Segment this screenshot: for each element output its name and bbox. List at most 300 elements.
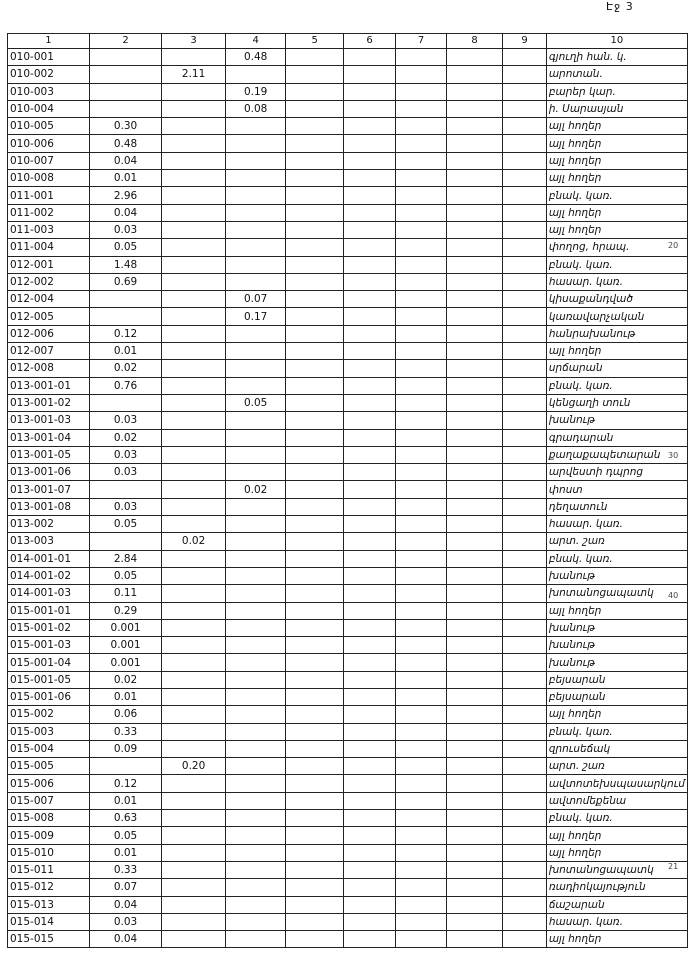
- empty-cell: [446, 446, 502, 463]
- empty-cell: [343, 671, 395, 688]
- empty-cell: [343, 740, 395, 757]
- area-col3-cell: [162, 637, 226, 654]
- area-col2-cell: [89, 291, 162, 308]
- area-col4-cell: [225, 688, 286, 705]
- empty-cell: [446, 360, 502, 377]
- land-use-cell: բնակ. կառ.: [546, 187, 687, 204]
- column-header: 3: [162, 34, 226, 49]
- table-row: [8, 83, 688, 100]
- empty-cell: [503, 913, 547, 930]
- table-row: [8, 66, 688, 83]
- land-use-cell: հասար. կառ.: [546, 273, 687, 290]
- empty-cell: [396, 308, 447, 325]
- area-col2-cell: 0.05: [89, 827, 162, 844]
- area-col3-cell: [162, 671, 226, 688]
- empty-cell: [396, 273, 447, 290]
- table-row: [8, 325, 688, 342]
- land-use-cell: քաղաքապետարան: [546, 446, 687, 463]
- empty-cell: [446, 792, 502, 809]
- area-col4-cell: [225, 325, 286, 342]
- table-row: [8, 671, 688, 688]
- empty-cell: [396, 775, 447, 792]
- empty-cell: [286, 343, 343, 360]
- area-col4-cell: [225, 412, 286, 429]
- empty-cell: [446, 377, 502, 394]
- empty-cell: [446, 204, 502, 221]
- parcel-code-cell: 015-003: [8, 723, 90, 740]
- empty-cell: [286, 118, 343, 135]
- area-col2-cell: [89, 100, 162, 117]
- area-col3-cell: [162, 325, 226, 342]
- area-col3-cell: [162, 204, 226, 221]
- empty-cell: [446, 619, 502, 636]
- empty-cell: [286, 100, 343, 117]
- area-col3-cell: [162, 879, 226, 896]
- parcel-code-cell: 013-001-05: [8, 446, 90, 463]
- table-row: [8, 308, 688, 325]
- area-col4-cell: [225, 221, 286, 238]
- land-use-cell: խանութ: [546, 619, 687, 636]
- empty-cell: [503, 844, 547, 861]
- parcel-code-cell: 015-008: [8, 810, 90, 827]
- empty-cell: [503, 291, 547, 308]
- area-col2-cell: [89, 394, 162, 411]
- empty-cell: [503, 481, 547, 498]
- empty-cell: [343, 931, 395, 948]
- table-row: [8, 152, 688, 169]
- area-col2-cell: 0.12: [89, 325, 162, 342]
- land-use-cell: այլ հողեր: [546, 602, 687, 619]
- table-row: [8, 377, 688, 394]
- empty-cell: [343, 602, 395, 619]
- empty-cell: [343, 325, 395, 342]
- empty-cell: [446, 498, 502, 515]
- empty-cell: [503, 688, 547, 705]
- empty-cell: [446, 239, 502, 256]
- area-col3-cell: [162, 740, 226, 757]
- empty-cell: [286, 377, 343, 394]
- area-col4-cell: [225, 792, 286, 809]
- empty-cell: [396, 913, 447, 930]
- land-use-cell: սրճարան: [546, 360, 687, 377]
- empty-cell: [503, 49, 547, 66]
- empty-cell: [396, 170, 447, 187]
- land-use-cell: բարեր կար.: [546, 83, 687, 100]
- empty-cell: [446, 706, 502, 723]
- area-col2-cell: 0.03: [89, 221, 162, 238]
- parcel-code-cell: 010-007: [8, 152, 90, 169]
- empty-cell: [286, 325, 343, 342]
- empty-cell: [343, 152, 395, 169]
- empty-cell: [503, 810, 547, 827]
- area-col3-cell: [162, 135, 226, 152]
- empty-cell: [446, 394, 502, 411]
- table-row: [8, 135, 688, 152]
- empty-cell: [396, 49, 447, 66]
- table-row: [8, 239, 688, 256]
- empty-cell: [396, 498, 447, 515]
- parcel-code-cell: 015-012: [8, 879, 90, 896]
- area-col3-cell: [162, 861, 226, 878]
- empty-cell: [446, 758, 502, 775]
- land-use-cell: այլ հողեր: [546, 135, 687, 152]
- area-col4-cell: 0.17: [225, 308, 286, 325]
- empty-cell: [503, 879, 547, 896]
- empty-cell: [446, 931, 502, 948]
- empty-cell: [446, 66, 502, 83]
- empty-cell: [343, 446, 395, 463]
- empty-cell: [286, 619, 343, 636]
- empty-cell: [286, 239, 343, 256]
- parcel-code-cell: 012-004: [8, 291, 90, 308]
- empty-cell: [343, 291, 395, 308]
- empty-cell: [286, 308, 343, 325]
- empty-cell: [503, 239, 547, 256]
- area-col3-cell: [162, 844, 226, 861]
- area-col3-cell: [162, 931, 226, 948]
- area-col2-cell: 0.04: [89, 931, 162, 948]
- area-col2-cell: 2.96: [89, 187, 162, 204]
- table-row: [8, 913, 688, 930]
- area-col3-cell: [162, 100, 226, 117]
- empty-cell: [446, 118, 502, 135]
- area-col4-cell: [225, 585, 286, 602]
- table-row: [8, 879, 688, 896]
- area-col4-cell: [225, 879, 286, 896]
- empty-cell: [503, 343, 547, 360]
- area-col2-cell: 0.11: [89, 585, 162, 602]
- empty-cell: [503, 602, 547, 619]
- area-col4-cell: [225, 758, 286, 775]
- empty-cell: [286, 83, 343, 100]
- land-use-cell: բեյսարան: [546, 688, 687, 705]
- table-row: [8, 343, 688, 360]
- empty-cell: [286, 585, 343, 602]
- empty-cell: [503, 325, 547, 342]
- parcel-code-cell: 011-003: [8, 221, 90, 238]
- empty-cell: [286, 637, 343, 654]
- area-col4-cell: 0.05: [225, 394, 286, 411]
- area-col4-cell: [225, 827, 286, 844]
- margin-mark: 30: [668, 451, 679, 460]
- empty-cell: [286, 861, 343, 878]
- empty-cell: [396, 723, 447, 740]
- parcel-code-cell: 010-004: [8, 100, 90, 117]
- area-col4-cell: [225, 706, 286, 723]
- empty-cell: [446, 325, 502, 342]
- empty-cell: [503, 619, 547, 636]
- area-col3-cell: [162, 377, 226, 394]
- area-col4-cell: [225, 204, 286, 221]
- area-col2-cell: 0.02: [89, 429, 162, 446]
- parcel-code-cell: 013-001-07: [8, 481, 90, 498]
- area-col2-cell: [89, 66, 162, 83]
- parcel-code-cell: 010-001: [8, 49, 90, 66]
- empty-cell: [343, 464, 395, 481]
- area-col4-cell: [225, 118, 286, 135]
- empty-cell: [343, 256, 395, 273]
- land-use-cell: դեղատուն: [546, 498, 687, 515]
- empty-cell: [446, 913, 502, 930]
- area-col3-cell: [162, 654, 226, 671]
- empty-cell: [396, 377, 447, 394]
- area-col2-cell: 0.05: [89, 567, 162, 584]
- area-col4-cell: 0.08: [225, 100, 286, 117]
- empty-cell: [503, 654, 547, 671]
- area-col2-cell: 0.76: [89, 377, 162, 394]
- empty-cell: [343, 49, 395, 66]
- parcel-code-cell: 013-002: [8, 516, 90, 533]
- column-header: 1: [8, 34, 90, 49]
- table-row: [8, 688, 688, 705]
- empty-cell: [446, 602, 502, 619]
- parcel-code-cell: 015-015: [8, 931, 90, 948]
- empty-cell: [343, 273, 395, 290]
- empty-cell: [503, 585, 547, 602]
- area-col4-cell: [225, 844, 286, 861]
- area-col3-cell: [162, 498, 226, 515]
- empty-cell: [343, 394, 395, 411]
- empty-cell: [446, 308, 502, 325]
- empty-cell: [343, 343, 395, 360]
- empty-cell: [503, 429, 547, 446]
- area-col2-cell: 0.12: [89, 775, 162, 792]
- parcel-code-cell: 013-001-02: [8, 394, 90, 411]
- empty-cell: [286, 810, 343, 827]
- parcel-code-cell: 010-003: [8, 83, 90, 100]
- empty-cell: [503, 671, 547, 688]
- empty-cell: [446, 49, 502, 66]
- empty-cell: [396, 291, 447, 308]
- area-col4-cell: [225, 654, 286, 671]
- area-col4-cell: [225, 429, 286, 446]
- parcel-code-cell: 015-004: [8, 740, 90, 757]
- area-col2-cell: 0.33: [89, 861, 162, 878]
- empty-cell: [343, 879, 395, 896]
- empty-cell: [446, 100, 502, 117]
- area-col2-cell: [89, 758, 162, 775]
- area-col3-cell: [162, 827, 226, 844]
- parcel-code-cell: 015-006: [8, 775, 90, 792]
- area-col3-cell: [162, 187, 226, 204]
- empty-cell: [446, 273, 502, 290]
- empty-cell: [343, 550, 395, 567]
- empty-cell: [503, 931, 547, 948]
- land-use-cell: հանրախանութ: [546, 325, 687, 342]
- empty-cell: [396, 325, 447, 342]
- area-col4-cell: [225, 187, 286, 204]
- parcel-code-cell: 013-001-08: [8, 498, 90, 515]
- area-col4-cell: [225, 273, 286, 290]
- empty-cell: [343, 844, 395, 861]
- empty-cell: [446, 567, 502, 584]
- table-row: [8, 758, 688, 775]
- area-col4-cell: [225, 343, 286, 360]
- empty-cell: [396, 550, 447, 567]
- empty-cell: [396, 66, 447, 83]
- area-col4-cell: [225, 446, 286, 463]
- parcel-code-cell: 015-001-06: [8, 688, 90, 705]
- parcel-code-cell: 010-005: [8, 118, 90, 135]
- empty-cell: [343, 481, 395, 498]
- empty-cell: [446, 879, 502, 896]
- empty-cell: [503, 66, 547, 83]
- empty-cell: [446, 516, 502, 533]
- empty-cell: [396, 654, 447, 671]
- area-col4-cell: [225, 810, 286, 827]
- empty-cell: [343, 810, 395, 827]
- land-use-cell: այլ հողեր: [546, 343, 687, 360]
- land-use-cell: արոտան.: [546, 66, 687, 83]
- empty-cell: [396, 585, 447, 602]
- land-use-cell: կենցաղի տուն: [546, 394, 687, 411]
- table-row: [8, 844, 688, 861]
- table-row: [8, 429, 688, 446]
- table-row: [8, 49, 688, 66]
- empty-cell: [503, 446, 547, 463]
- empty-cell: [396, 619, 447, 636]
- area-col4-cell: [225, 170, 286, 187]
- table-row: [8, 412, 688, 429]
- empty-cell: [396, 481, 447, 498]
- parcel-code-cell: 014-001-01: [8, 550, 90, 567]
- land-use-cell: այլ հողեր: [546, 118, 687, 135]
- area-col3-cell: [162, 792, 226, 809]
- empty-cell: [446, 688, 502, 705]
- empty-cell: [446, 343, 502, 360]
- land-use-cell: խանութ: [546, 637, 687, 654]
- area-col2-cell: 0.01: [89, 844, 162, 861]
- empty-cell: [286, 481, 343, 498]
- empty-cell: [343, 118, 395, 135]
- margin-mark: 40: [668, 591, 679, 600]
- table-row: [8, 550, 688, 567]
- empty-cell: [286, 204, 343, 221]
- land-use-cell: արտ. շառ: [546, 533, 687, 550]
- land-use-cell: բնակ. կառ.: [546, 723, 687, 740]
- empty-cell: [503, 706, 547, 723]
- parcel-code-cell: 013-001-01: [8, 377, 90, 394]
- area-col2-cell: 0.05: [89, 239, 162, 256]
- area-col3-cell: 0.02: [162, 533, 226, 550]
- table-row: [8, 204, 688, 221]
- empty-cell: [446, 533, 502, 550]
- area-col3-cell: [162, 706, 226, 723]
- empty-cell: [446, 170, 502, 187]
- area-col4-cell: [225, 913, 286, 930]
- empty-cell: [503, 827, 547, 844]
- area-col4-cell: [225, 533, 286, 550]
- empty-cell: [343, 170, 395, 187]
- area-col2-cell: 0.03: [89, 498, 162, 515]
- area-col2-cell: [89, 308, 162, 325]
- empty-cell: [503, 723, 547, 740]
- parcel-code-cell: 011-004: [8, 239, 90, 256]
- area-col3-cell: [162, 619, 226, 636]
- parcel-code-cell: 010-008: [8, 170, 90, 187]
- land-use-cell: խանութ: [546, 654, 687, 671]
- parcel-code-cell: 015-001-04: [8, 654, 90, 671]
- area-col3-cell: [162, 464, 226, 481]
- parcel-code-cell: 015-001-02: [8, 619, 90, 636]
- area-col3-cell: [162, 170, 226, 187]
- area-col4-cell: [225, 66, 286, 83]
- empty-cell: [396, 896, 447, 913]
- area-col4-cell: [225, 861, 286, 878]
- land-use-cell: գյուղի հան. կ.: [546, 49, 687, 66]
- area-col3-cell: [162, 256, 226, 273]
- empty-cell: [396, 187, 447, 204]
- area-col2-cell: 0.001: [89, 619, 162, 636]
- area-col3-cell: [162, 567, 226, 584]
- area-col4-cell: [225, 637, 286, 654]
- table-row: [8, 619, 688, 636]
- empty-cell: [343, 637, 395, 654]
- empty-cell: [503, 533, 547, 550]
- land-use-cell: խանութ: [546, 567, 687, 584]
- empty-cell: [396, 464, 447, 481]
- empty-cell: [503, 394, 547, 411]
- area-col4-cell: [225, 256, 286, 273]
- empty-cell: [396, 446, 447, 463]
- empty-cell: [446, 723, 502, 740]
- empty-cell: [343, 827, 395, 844]
- area-col2-cell: [89, 83, 162, 100]
- area-col2-cell: 1.48: [89, 256, 162, 273]
- area-col3-cell: [162, 221, 226, 238]
- empty-cell: [286, 446, 343, 463]
- empty-cell: [503, 412, 547, 429]
- area-col4-cell: 0.02: [225, 481, 286, 498]
- land-use-cell: այլ հողեր: [546, 844, 687, 861]
- empty-cell: [343, 619, 395, 636]
- empty-cell: [396, 360, 447, 377]
- parcel-code-cell: 015-001-03: [8, 637, 90, 654]
- parcel-code-cell: 015-011: [8, 861, 90, 878]
- empty-cell: [396, 602, 447, 619]
- empty-cell: [446, 221, 502, 238]
- empty-cell: [396, 827, 447, 844]
- area-col4-cell: [225, 602, 286, 619]
- land-use-cell: բեյսարան: [546, 671, 687, 688]
- area-col2-cell: 0.03: [89, 913, 162, 930]
- table-row: [8, 291, 688, 308]
- column-header: 5: [286, 34, 343, 49]
- empty-cell: [343, 204, 395, 221]
- land-use-cell: կիսաքանդված: [546, 291, 687, 308]
- area-col4-cell: 0.19: [225, 83, 286, 100]
- parcel-code-cell: 012-002: [8, 273, 90, 290]
- parcel-code-cell: 011-001: [8, 187, 90, 204]
- area-col4-cell: [225, 135, 286, 152]
- land-use-cell: այլ հողեր: [546, 931, 687, 948]
- area-col3-cell: [162, 291, 226, 308]
- land-use-cell: հասար. կառ.: [546, 516, 687, 533]
- empty-cell: [286, 706, 343, 723]
- empty-cell: [503, 861, 547, 878]
- empty-cell: [286, 913, 343, 930]
- empty-cell: [396, 152, 447, 169]
- empty-cell: [503, 118, 547, 135]
- empty-cell: [503, 360, 547, 377]
- empty-cell: [503, 83, 547, 100]
- table-row: [8, 810, 688, 827]
- parcel-code-cell: 010-006: [8, 135, 90, 152]
- area-col4-cell: [225, 723, 286, 740]
- empty-cell: [343, 792, 395, 809]
- area-col2-cell: [89, 481, 162, 498]
- table-row: [8, 100, 688, 117]
